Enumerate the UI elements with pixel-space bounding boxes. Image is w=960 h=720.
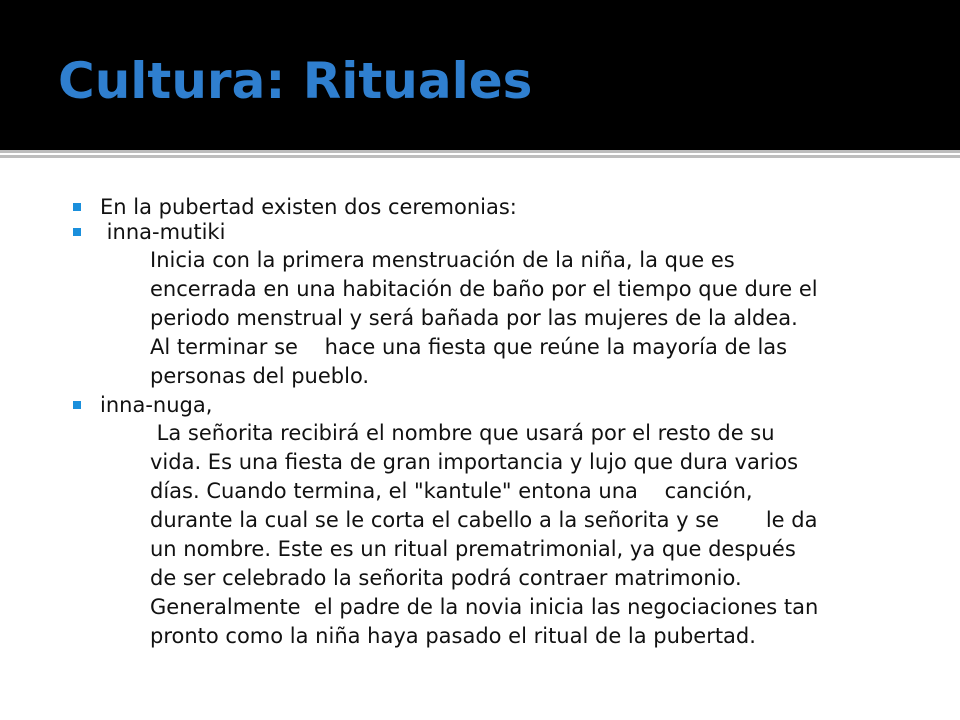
- nuga-line: de ser celebrado la señorita podrá contraer matrimonio.: [150, 566, 742, 590]
- bullet-nuga-term: inna-nuga,: [100, 393, 213, 417]
- title-bar: [0, 0, 960, 150]
- bullet-marker-intro: [73, 203, 81, 211]
- mutiki-line: Al terminar se hace una fiesta que reúne la mayoría de las: [150, 335, 788, 359]
- mutiki-line: encerrada en una habitación de baño por el tiempo que dure el: [150, 277, 818, 301]
- nuga-line: días. Cuando termina, el "kantule" entona una canción,: [150, 479, 753, 503]
- slide-title: Cultura: Rituales: [58, 52, 533, 110]
- nuga-line: Generalmente el padre de la novia inicia las negociaciones tan: [150, 595, 819, 619]
- nuga-line: vida. Es una fiesta de gran importancia y lujo que dura varios: [150, 450, 799, 474]
- bullet-marker-nuga: [73, 401, 81, 409]
- bullet-intro-text: En la pubertad existen dos ceremonias:: [100, 195, 517, 219]
- mutiki-line: Inicia con la primera menstruación de la niña, la que es: [150, 248, 735, 272]
- nuga-line: pronto como la niña haya pasado el ritual de la pubertad.: [150, 624, 756, 648]
- nuga-line: La señorita recibirá el nombre que usará por el resto de su: [150, 421, 775, 445]
- nuga-line: un nombre. Este es un ritual prematrimonial, ya que después: [150, 537, 796, 561]
- bullet-mutiki-term: inna-mutiki: [100, 220, 226, 244]
- nuga-line: durante la cual se le corta el cabello a la señorita y se le da: [150, 508, 818, 532]
- mutiki-line: periodo menstrual y será bañada por las mujeres de la aldea.: [150, 306, 798, 330]
- title-divider-highlight: [0, 153, 960, 155]
- mutiki-line: personas del pueblo.: [150, 364, 370, 388]
- bullet-marker-mutiki: [73, 228, 81, 236]
